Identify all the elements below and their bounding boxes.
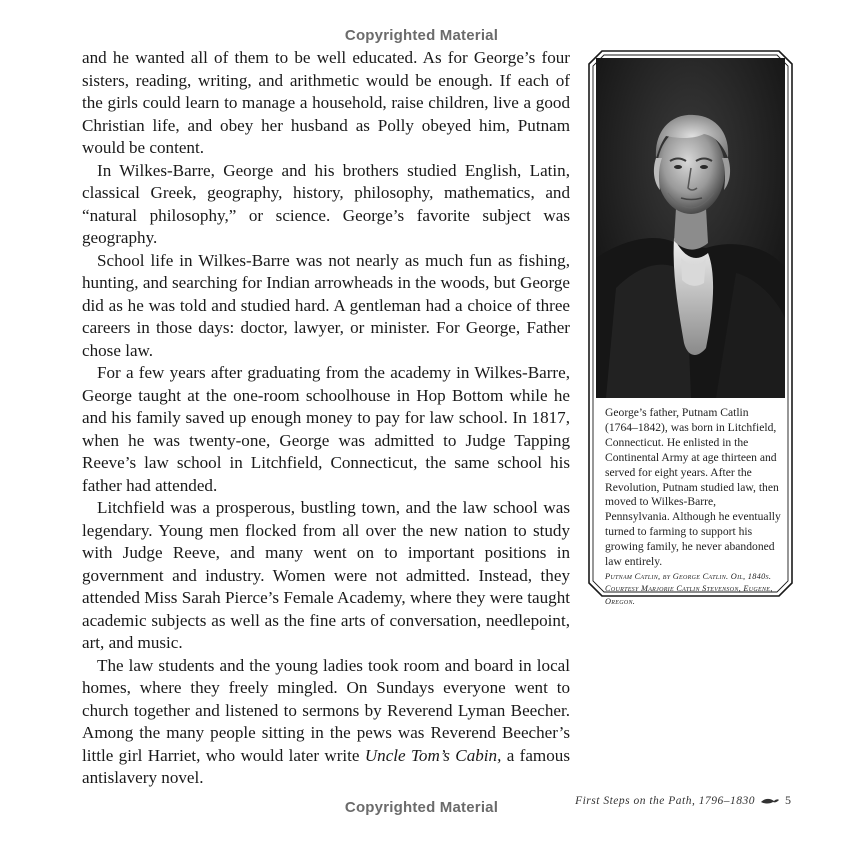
portrait-image-putnam-catlin (596, 58, 785, 398)
page-number: 5 (785, 793, 791, 807)
paragraph-3: School life in Wilkes-Barre was not nearly as much fun as fishing, hunting, and searching for Indian arrowheads in the woods, but George did as he was told and studied hard. A gentleman had a choice of three careers in those days: doctor, lawyer, or minister. For George, Father chose law. (82, 250, 570, 360)
paragraph-6-text-start: The law students and the young ladies took room and board in local homes, where they freely mingled. On Sundays everyone went to church together and listened to sermons by Reverend Lyman Beecher. Among the many people sitting in the pews was Reverend Beecher’s little girl Harriet, who would later write (82, 655, 570, 765)
paragraph-1: and he wanted all of them to be well educated. As for George’s four sisters, reading, writing, and arithmetic would be enough. If each of the girls could learn to manage a household, raise children, live a good Christian life, and obey her husband as Polly obeyed him, Putnam would be content. (82, 48, 570, 157)
paragraph-6 (82, 655, 570, 790)
copyright-watermark-bottom: Copyrighted Material (344, 799, 499, 816)
portrait-caption (605, 406, 781, 608)
caption-text: George’s father, Putnam Catlin (1764–1842), was born in Litchfield, Connecticut. He enlisted in the Continental Army at age thirteen and served for eight years. After the Revolution, Putnam studied law, then moved to Wilkes-Barre, Pennsylvania. Although he eventually turned to farming to support his growing family, he never abandoned law entirely. (605, 406, 781, 569)
paragraph-6-text-end: a famous antislavery novel. (82, 745, 570, 787)
paragraph-4: For a few years after graduating from the academy in Wilkes-Barre, George taught at the one-room schoolhouse in Hop Bottom while he and his family saved up enough money to pay for law school. In 1817, when he was twenty-one, George was admitted to Judge Tapping Reeve’s law school in Litchfield, Connecticut, the same school his father had attended. (82, 363, 570, 495)
paragraph-5: Litchfield was a prosperous, bustling town, and the law school was legendary. Young men flocked from all over the new nation to study with Judge Reeve, and many went on to important positions in government and industry. Women were not admitted. Instead, they attended Miss Sarah Pierce’s Female Academy, where they were taught academic subjects as well as the fine arts of conversation, needlepoint, art, and music. (82, 498, 570, 652)
image-credit: Putnam Catlin, by George Catlin. Oil, 1840s. Courtesy Marjorie Catlin Stevenson, Eugene, Oregon. (605, 571, 773, 606)
running-title: First Steps on the Path, 1796–1830 (575, 794, 755, 807)
book-title: Uncle Tom’s Cabin, (364, 745, 502, 765)
portrait-sidebar (588, 50, 793, 606)
paragraph-2: In Wilkes-Barre, George and his brothers studied English, Latin, classical Greek, geography, history, philosophy, mathematics, and “natural philosophy,” or science. George’s favorite subject was geography. (82, 160, 570, 247)
main-text-column (82, 47, 570, 790)
copyright-watermark-top: Copyrighted Material (344, 27, 499, 44)
